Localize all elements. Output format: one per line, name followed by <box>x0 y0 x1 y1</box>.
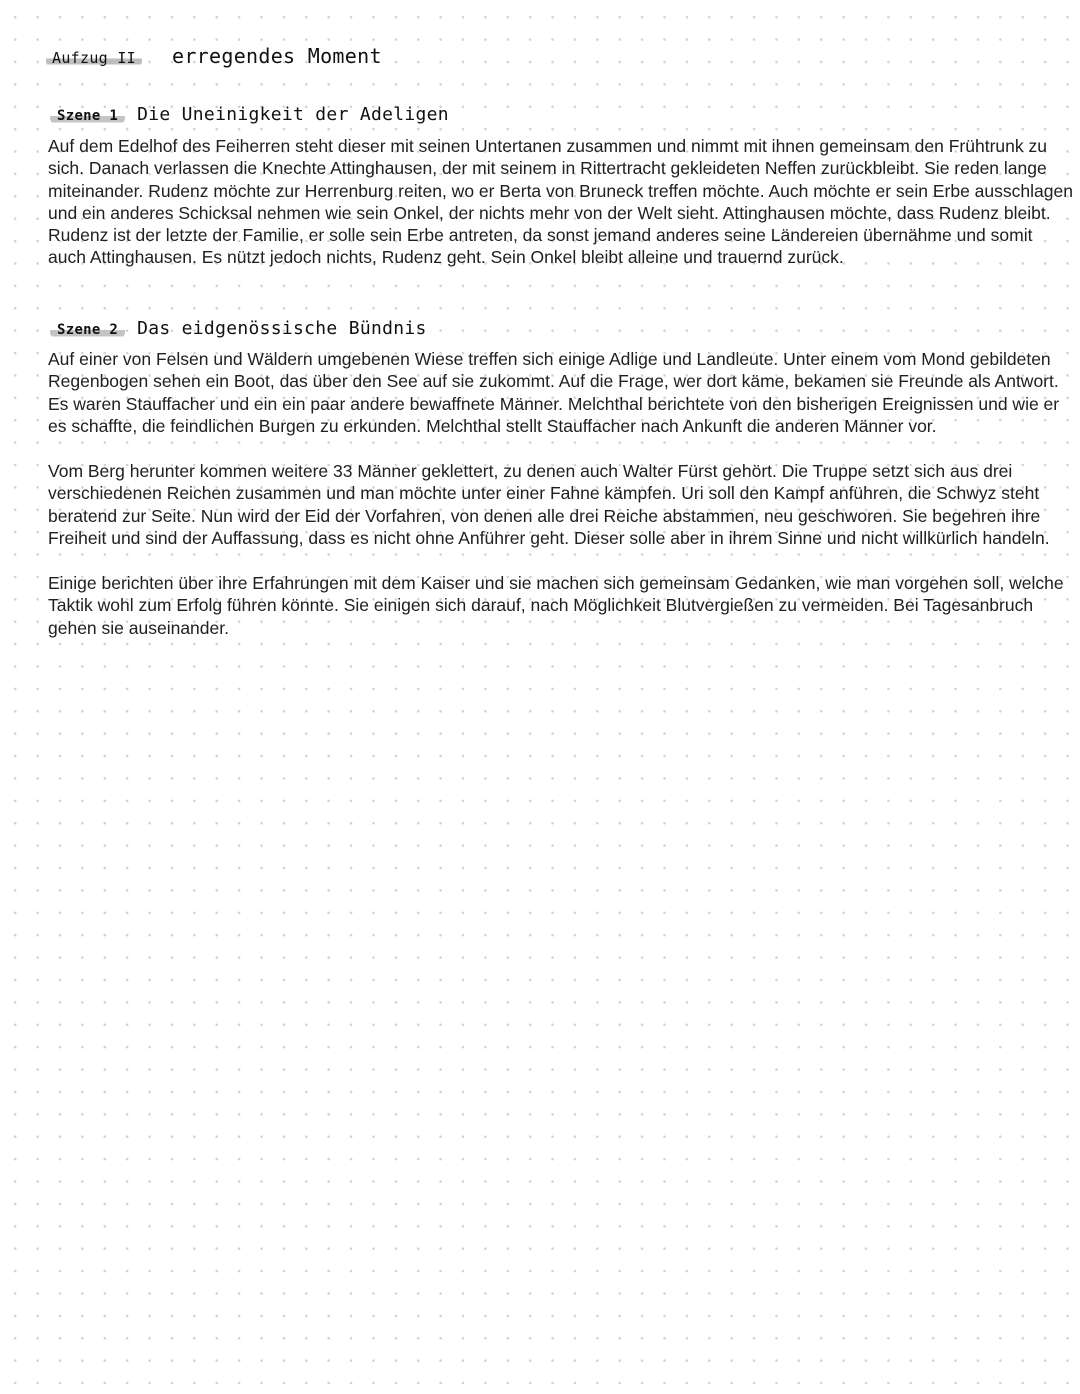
scene-2-title: Das eidgenössische Bündnis <box>137 318 427 339</box>
act-heading <box>46 44 382 68</box>
scene-2-label: Szene 2 <box>50 322 125 338</box>
scene-1-title: Die Uneinigkeit der Adeligen <box>137 104 449 125</box>
act-label: Aufzug II <box>46 48 142 67</box>
scene-1-label: Szene 1 <box>50 108 125 124</box>
scene-2-summary-paragraph-3: Einige berichten über ihre Erfahrungen mit dem Kaiser und sie machen sich gemeinsam Gedanken, wie man vorgehen soll, welche Taktik wohl zum Erfolg führen könnte. Sie einigen sich darauf, nach Möglichkeit Blutvergießen zu vermeiden. Bei Tagesanbruch gehen sie auseinander. <box>48 573 1064 638</box>
scene-1-heading <box>50 104 449 125</box>
scene-2-heading <box>50 318 427 339</box>
scene-1-summary-paragraph: Auf dem Edelhof des Feiherren steht dieser mit seinen Untertanen zusammen und nimmt mit ihnen gemeinsam den Frühtrunk zu sich. Danach verlassen die Knechte Attinghausen, der mit seinem in Rittertracht gekleideten Neffen zurückbleibt. Sie reden lange miteinander. Rudenz möchte zur Herrenburg reiten, wo er Berta von Bruneck treffen möchte. Auch möchte er sein Erbe ausschlagen und ein anderes Schicksal nehmen wie sein Onkel, der nichts mehr von der Welt sieht. Attinghausen möchte, dass Rudenz bleibt. Rudenz ist der letzte der Familie, er solle sein Erbe antreten, da sonst jemand anderes seine Ländereien übernähme und somit auch Attinghausen. Es nützt jedoch nichts, Rudenz geht. Sein Onkel bleibt alleine und trauernd zurück. <box>48 136 1073 268</box>
scene-2-summary-paragraph-2: Vom Berg herunter kommen weitere 33 Männer geklettert, zu denen auch Walter Fürst gehört. Die Truppe setzt sich aus drei verschiedenen Reichen zusammen und man möchte unter einer Fahne kämpfen. Uri soll den Kampf anführen, die Schwyz steht beratend zur Seite. Nun wird der Eid der Vorfahren, von denen alle drei Reiche abstammen, neu geschworen. Sie begehren ihre Freiheit und sind der Auffassung, dass es nicht ohne Anführer geht. Dieser solle aber in ihrem Sinne und nicht willkürlich handeln. <box>48 461 1050 548</box>
act-title: erregendes Moment <box>171 44 382 68</box>
scene-2-summary-paragraph-1: Auf einer von Felsen und Wäldern umgebenen Wiese treffen sich einige Adlige und Landleute. Unter einem vom Mond gebildeten Regenbogen sehen ein Boot, das über den See auf sie zukommt. Auf die Frage, wer dort käme, bekamen sie Freunde als Antwort. Es waren Stauffacher und ein ein paar andere bewaffnete Männer. Melchthal berichtete von den bisherigen Ereignissen und wie er es schaffte, die feindlichen Burgen zu erkunden. Melchthal stellt Stauffacher nach Ankunft die anderen Männer vor. <box>48 349 1060 436</box>
